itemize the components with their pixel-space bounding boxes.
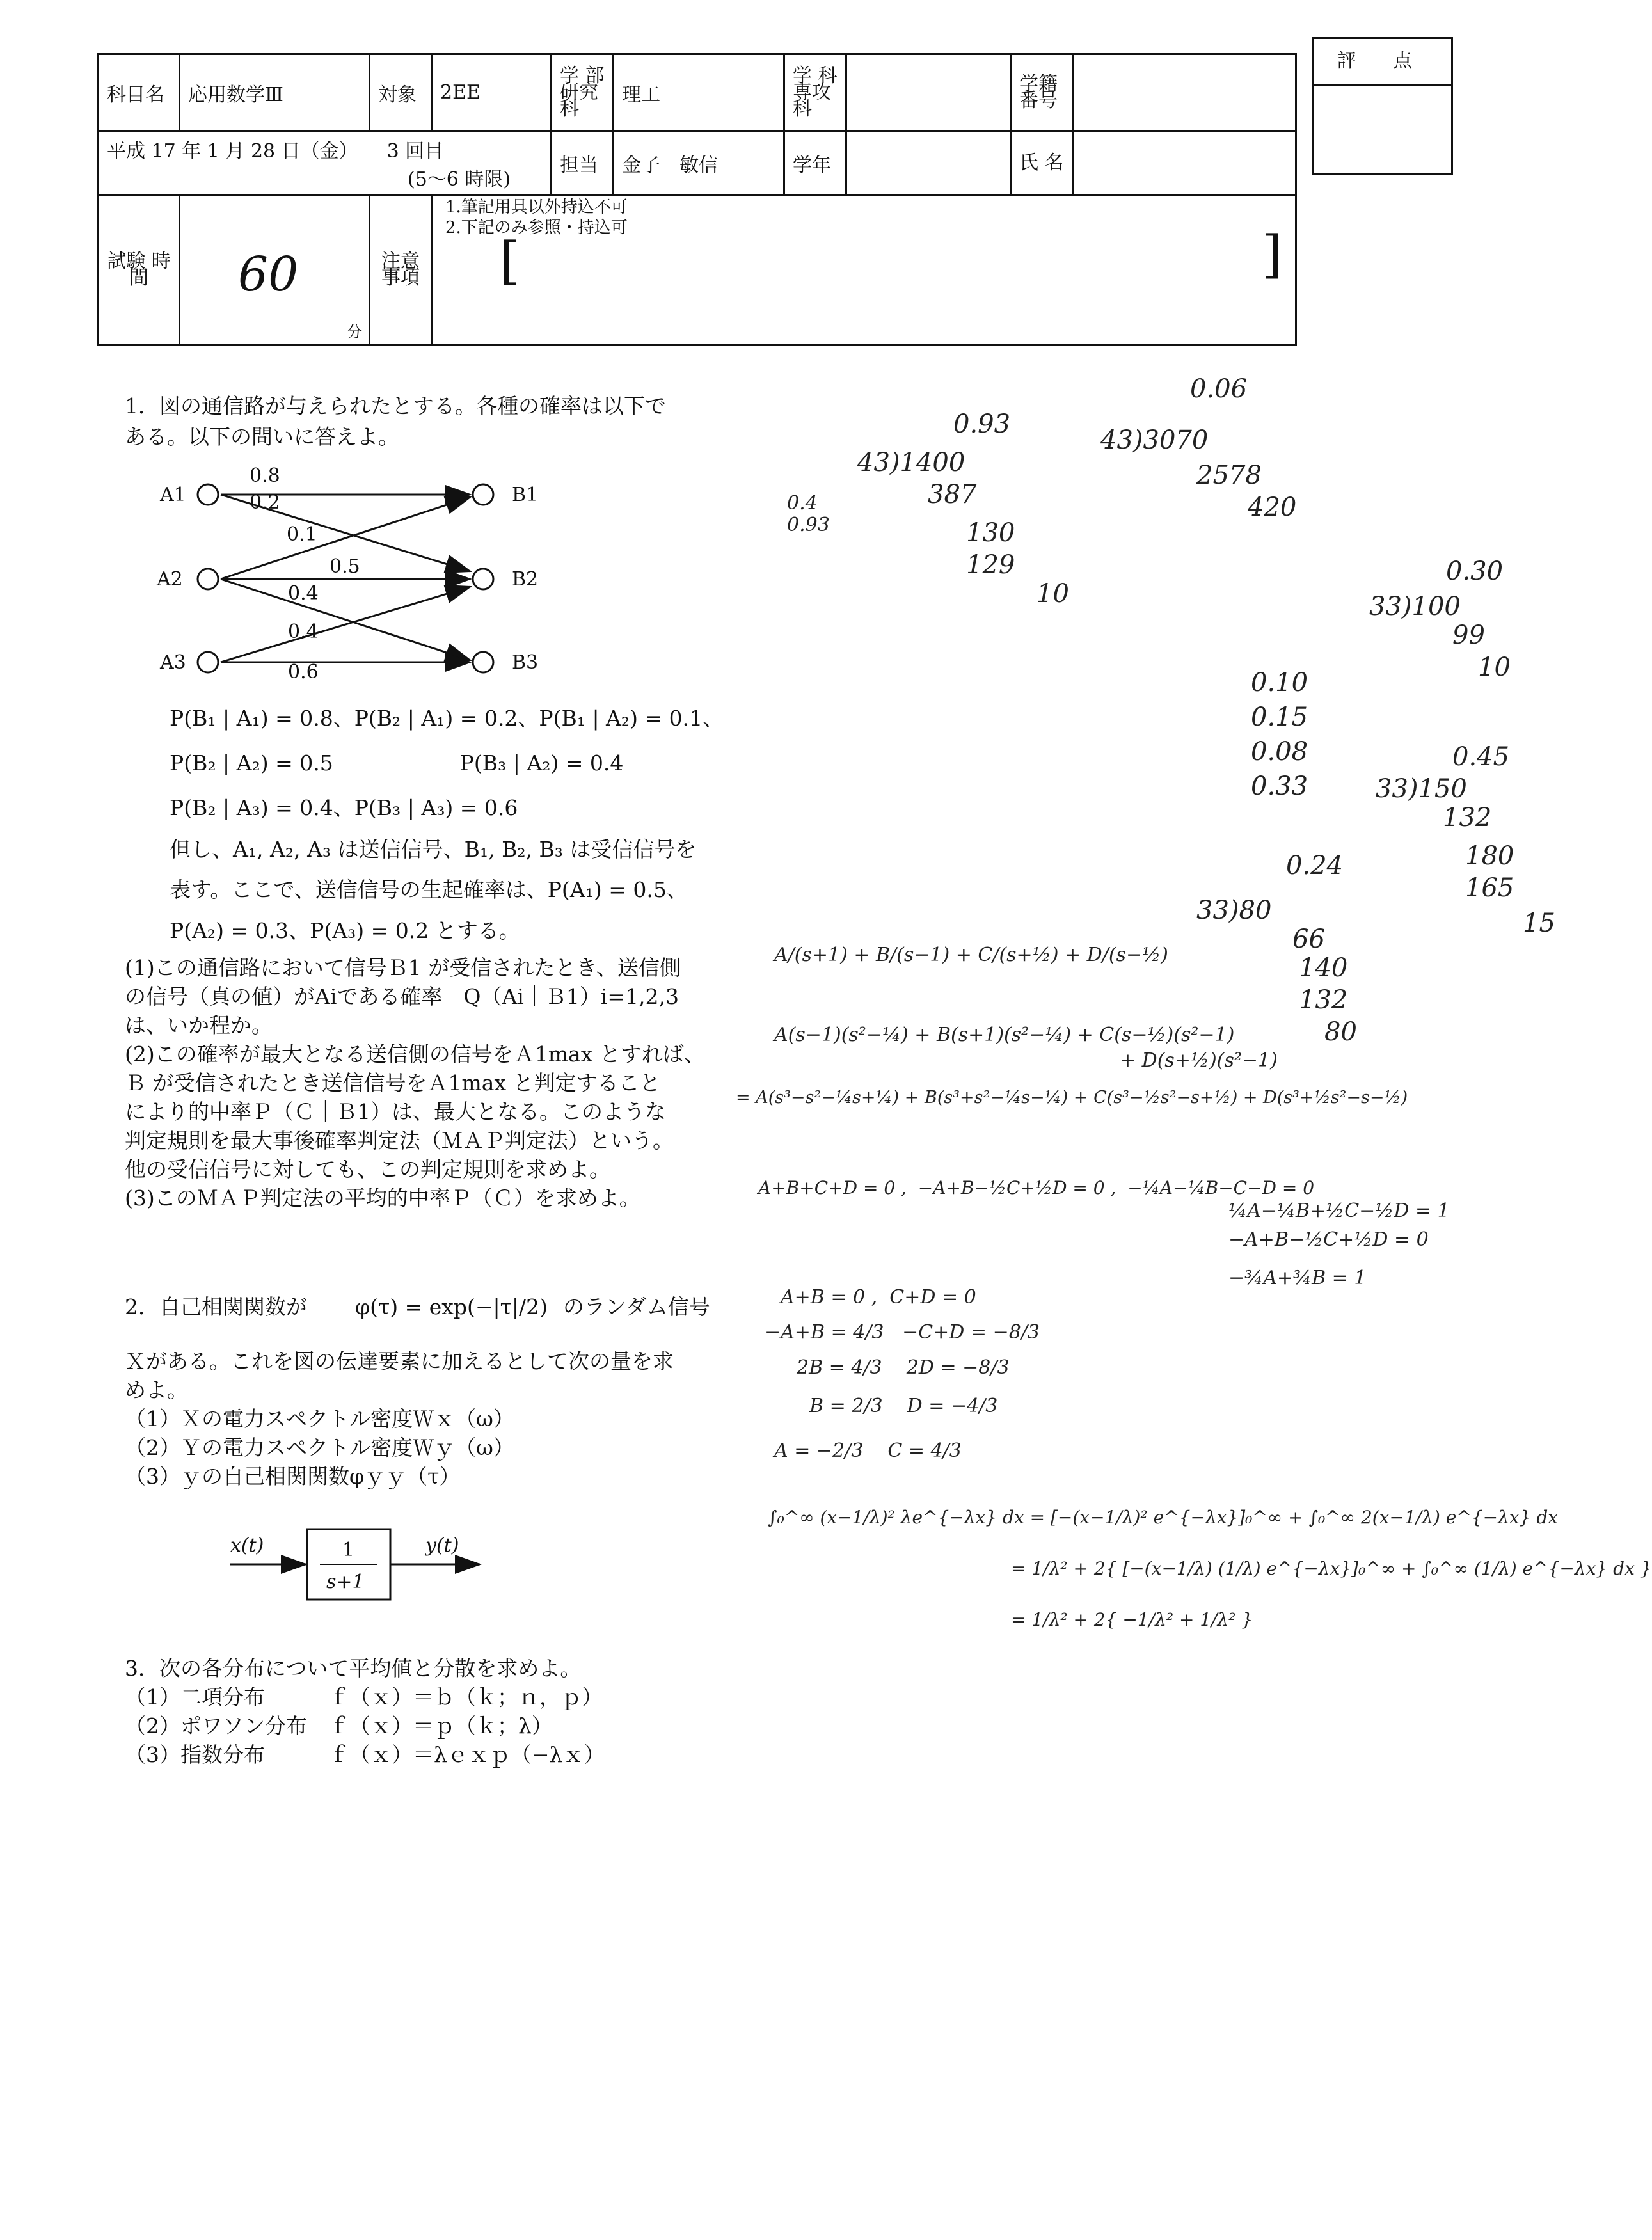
node-b1 [473, 484, 493, 505]
label-a3: A3 [160, 651, 186, 674]
q2-item3: （3）ｙの自己相関関数φｙｙ（τ） [125, 1464, 461, 1489]
hw-180: 180 [1465, 841, 1514, 871]
hw-quotient-045: 0.45 [1452, 742, 1510, 772]
hw-expansion-3: = A(s³−s²−¼s+¼) + B(s³+s²−¼s−¼) + C(s³−½s²−s+½) + D(s³+½s²−s−½) [736, 1088, 1408, 1108]
exam-period: 3 回目 [386, 139, 444, 163]
node-b2 [473, 569, 493, 589]
prob-a1-b1: 0.8 [250, 465, 280, 487]
hw-quotient-024: 0.24 [1286, 851, 1344, 880]
hw-129: 129 [966, 550, 1015, 580]
node-b3 [473, 652, 493, 672]
prob-a1-b2: 0.2 [250, 491, 280, 514]
hw-equations-2: ¼A−¼B+½C−½D = 1 [1228, 1200, 1450, 1222]
hw-expansion-1: A(s−1)(s²−¼) + B(s+1)(s²−¼) + C(s−½)(s²−1) [774, 1024, 1235, 1046]
label-b1: B1 [512, 484, 539, 506]
exam-period-detail: (5〜6 時限) [408, 168, 511, 191]
q3-title: 3．次の各分布について平均値と分散を求めよ。 [125, 1656, 582, 1681]
dept-label: 学 科 専攻科 [784, 54, 846, 131]
hw-division-1400: 43)1400 [857, 448, 965, 477]
prob-a3-b3: 0.6 [288, 661, 319, 683]
edge-a2-b3 [221, 579, 470, 660]
hw-system-2: −A+B = 4/3 −C+D = −8/3 [765, 1321, 1040, 1344]
faculty-value: 理工 [614, 54, 784, 131]
name-value [1073, 131, 1296, 195]
q2-item2: （2）Ｙの電力スペクトル密度Ｗｙ（ω） [125, 1435, 514, 1460]
hw-equations-3: −A+B−½C+½D = 0 [1228, 1228, 1429, 1251]
hw-system-4: B = 2/3 D = −4/3 [809, 1395, 998, 1417]
q1-sub2-line1: (2)この確率が最大となる送信側の信号をＡ1max とすれば、 [125, 1042, 705, 1067]
student-no-value [1073, 54, 1296, 131]
time-unit: 分 [347, 323, 362, 341]
hw-system-5: A = −2/3 C = 4/3 [774, 1440, 962, 1462]
hw-165: 165 [1465, 873, 1514, 903]
q2-intro-line2: Ｘがある。これを図の伝達要素に加えるとして次の量を求 [125, 1349, 674, 1374]
subject-label: 科目名 [99, 54, 180, 131]
q1-probs-line1: P(B₁ | A₁) = 0.8、P(B₂ | A₁) = 0.2、P(B₁ | A₂) = 0.1、 [170, 706, 724, 731]
note-2: 2.下記のみ参照・持込可 [445, 218, 628, 237]
hw-2578: 2578 [1196, 461, 1262, 490]
note-bracket-close: ] [1262, 225, 1282, 284]
output-label: y(t) [425, 1534, 459, 1557]
node-a3 [198, 652, 218, 672]
q1-sub2-line5: 他の受信信号に対しても、この判定規則を求めよ。 [125, 1157, 610, 1182]
hw-15: 15 [1523, 909, 1555, 938]
time-cell [180, 195, 370, 346]
q1-intro-line2: ある。以下の問いに答えよ。 [125, 424, 399, 449]
grade-year-value [846, 131, 1011, 195]
note-bracket-open: [ [500, 231, 520, 290]
q1-desc-line2: 表す。ここで、送信信号の生起確率は、P(A₁) = 0.5、 [170, 877, 688, 902]
q2-formula: φ(τ) = exp(−|τ|/2) [355, 1294, 548, 1319]
q1-desc-line1: 但し、A₁, A₂, A₃ は送信信号、B₁, B₂, B₃ は受信信号を [170, 837, 697, 862]
hw-integral-3: = 1/λ² + 2{ −1/λ² + 1/λ² } [1011, 1609, 1253, 1630]
time-value: 60 [238, 247, 299, 302]
notes-label: 注意 事項 [370, 195, 432, 346]
hw-10a: 10 [1036, 579, 1069, 608]
node-a1 [198, 484, 218, 505]
hw-99: 99 [1452, 621, 1485, 650]
hw-partial-fractions: A/(s+1) + B/(s−1) + C/(s+½) + D/(s−½) [774, 944, 1168, 966]
note-1: 1.筆記用具以外持込不可 [445, 198, 628, 217]
exam-header-table [97, 53, 1297, 346]
hw-system-1: A+B = 0 , C+D = 0 [781, 1286, 976, 1308]
hw-quotient-093: 0.93 [953, 409, 1011, 439]
label-a1: A1 [160, 484, 186, 506]
input-label: x(t) [230, 1534, 264, 1557]
tf-numerator: 1 [342, 1539, 355, 1561]
channel-diagram [147, 451, 569, 688]
label-b2: B2 [512, 568, 539, 591]
q2-intro-line3: めよ。 [125, 1378, 188, 1402]
q1-intro-line1: 1．図の通信路が与えられたとする。各種の確率は以下で [125, 393, 666, 418]
target-value: 2EE [432, 54, 552, 131]
prob-a2-b3: 0.4 [288, 582, 319, 605]
hw-132a: 132 [1443, 803, 1492, 832]
q1-probs-line2: P(B₂ | A₂) = 0.5 P(B₃ | A₂) = 0.4 [170, 751, 624, 775]
hw-integral-1: ∫₀^∞ (x−1/λ)² λe^{−λx} dx = [−(x−1/λ)² e^{−λx}]₀^∞ + ∫₀^∞ 2(x−1/λ) e^{−λx} dx [768, 1507, 1559, 1528]
prob-a3-b2: 0.4 [288, 621, 319, 643]
label-b3: B3 [512, 651, 539, 674]
q2-intro-b: のランダム信号 [563, 1294, 710, 1319]
tf-denominator: s+1 [326, 1571, 365, 1593]
hw-420: 420 [1248, 493, 1297, 522]
q3-item2: （2）ポワソン分布 ｆ（ｘ）＝ｐ（ｋ；λ） [125, 1713, 553, 1738]
hw-division-150: 33)150 [1376, 774, 1467, 804]
score-label: 評 点 [1314, 39, 1451, 86]
q1-sub2-line3: により的中率Ｐ（Ｃ｜Ｂ1）は、最大となる。このような [125, 1099, 666, 1124]
prob-a2-b2: 0.5 [330, 555, 360, 578]
hw-side-note: 0.4 0.93 [787, 492, 830, 536]
name-label: 氏 名 [1011, 131, 1073, 195]
exam-date: 平成 17 年 1 月 28 日（金） [107, 139, 349, 163]
hw-quotient-006: 0.06 [1190, 374, 1248, 404]
hw-sum-column: 0.10 0.15 0.08 0.33 [1251, 668, 1308, 801]
hw-10b: 10 [1478, 653, 1511, 682]
time-label: 試験 時間 [99, 195, 180, 346]
transfer-block-diagram [224, 1516, 493, 1612]
hw-division-80: 33)80 [1196, 896, 1272, 925]
hw-quotient-030: 0.30 [1446, 557, 1504, 586]
q1-probs-line3: P(B₂ | A₃) = 0.4、P(B₃ | A₃) = 0.6 [170, 795, 518, 820]
score-box [1312, 37, 1453, 175]
subject-value: 応用数学Ⅲ [180, 54, 370, 131]
label-a2: A2 [157, 568, 183, 591]
hw-80: 80 [1324, 1017, 1357, 1047]
hw-387: 387 [928, 480, 977, 509]
q1-desc-line3: P(A₂) = 0.3、P(A₃) = 0.2 とする。 [170, 918, 520, 943]
hw-expansion-2: + D(s+½)(s²−1) [1120, 1049, 1278, 1072]
grade-year-label: 学年 [784, 131, 846, 195]
student-no-label: 学籍 番号 [1011, 54, 1073, 131]
prob-a2-b1: 0.1 [287, 523, 317, 546]
teacher-value: 金子 敏信 [614, 131, 784, 195]
date-cell [99, 131, 552, 195]
hw-integral-2: = 1/λ² + 2{ [−(x−1/λ) (1/λ) e^{−λx}]₀^∞ + ∫₀^∞ (1/λ) e^{−λx} dx } [1011, 1558, 1652, 1579]
q2-intro-a: 2．自己相関関数が [125, 1294, 307, 1319]
hw-division-3070: 43)3070 [1100, 425, 1209, 455]
notes-cell [432, 195, 1296, 346]
hw-division-100: 33)100 [1369, 592, 1461, 621]
q1-sub2-line4: 判定規則を最大事後確率判定法（ＭＡＰ判定法）という。 [125, 1128, 674, 1153]
q1-sub2-line2: Ｂ が受信されたとき送信信号をＡ1max と判定すること [125, 1070, 661, 1095]
q3-item3: （3）指数分布 ｆ（ｘ）＝λｅｘｐ（−λｘ） [125, 1742, 605, 1767]
teacher-label: 担当 [552, 131, 614, 195]
q1-sub1-line3: は、いか程か。 [125, 1013, 273, 1038]
hw-130: 130 [966, 518, 1015, 548]
edge-a3-b2 [221, 587, 470, 662]
q1-sub3: (3)このＭＡＰ判定法の平均的中率Ｐ（Ｃ）を求めよ。 [125, 1186, 640, 1211]
q2-item1: （1）Ｘの電力スペクトル密度Ｗｘ（ω） [125, 1406, 514, 1431]
node-a2 [198, 569, 218, 589]
hw-equations-1: A+B+C+D = 0 , −A+B−½C+½D = 0 , −¼A−¼B−C−D = 0 [758, 1177, 1315, 1198]
hw-140: 140 [1299, 953, 1348, 983]
q1-sub1-line2: の信号（真の値）がAiである確率 Q（Ai｜Ｂ1）i=1,2,3 [125, 984, 679, 1009]
faculty-label: 学 部 研究科 [552, 54, 614, 131]
hw-132b: 132 [1299, 985, 1348, 1015]
q3-item1: （1）二項分布 ｆ（ｘ）＝ｂ（ｋ；ｎ，ｐ） [125, 1685, 603, 1710]
target-label: 対象 [370, 54, 432, 131]
hw-equations-4: −¾A+¾B = 1 [1228, 1267, 1367, 1289]
dept-value [846, 54, 1011, 131]
hw-system-3: 2B = 4/3 2D = −8/3 [797, 1356, 1010, 1379]
q1-sub1-line1: (1)この通信路において信号Ｂ1 が受信されたとき、送信側 [125, 955, 681, 980]
hw-66: 66 [1292, 925, 1325, 954]
